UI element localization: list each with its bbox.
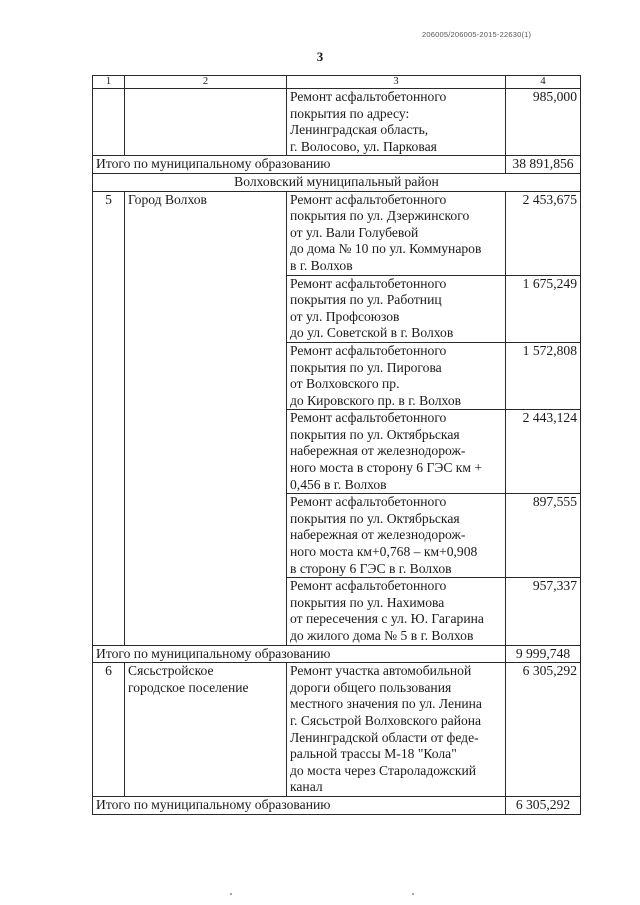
subtotal-row xyxy=(93,796,581,814)
subtotal-label: Итого по муниципальному образованию xyxy=(93,796,506,814)
subtotal-row xyxy=(93,156,581,174)
amount-cell: 1 675,249 xyxy=(506,275,581,342)
subtotal-amount: 9 999,748 xyxy=(506,645,581,663)
row-number-cell: 6 xyxy=(93,663,125,797)
subtotal-amount: 38 891,856 xyxy=(506,156,581,174)
municipality-cell: Сясьстройское городское поселение xyxy=(125,663,287,797)
work-description-cell: Ремонт асфальтобетонного покрытия по адресу: Ленинградская область, г. Волосово, ул. Парковая xyxy=(287,89,506,156)
subtotal-label: Итого по муниципальному образованию xyxy=(93,645,506,663)
municipality-cell: Город Волхов xyxy=(125,191,287,645)
row-number-cell xyxy=(93,89,125,156)
work-description-cell: Ремонт асфальтобетонного покрытия по ул. Октябрьская набережная от железнодорож- ного моста в сторону 6 ГЭС км + 0,456 в г. Волхов xyxy=(287,410,506,494)
amount-cell: 1 572,808 xyxy=(506,342,581,409)
district-name: Волховский муниципальный район xyxy=(93,173,581,191)
funding-table xyxy=(92,75,581,815)
subtotal-label: Итого по муниципальному образованию xyxy=(93,156,506,174)
column-number-2: 2 xyxy=(125,76,287,89)
amount-cell: 2 453,675 xyxy=(506,191,581,275)
table-row xyxy=(93,89,581,156)
document-id: 206005/206005-2015-22630(1) xyxy=(422,30,532,39)
work-description-cell: Ремонт асфальтобетонного покрытия по ул. Работниц от ул. Профсоюзов до ул. Советской в г. Волхов xyxy=(287,275,506,342)
subtotal-amount: 6 305,292 xyxy=(506,796,581,814)
table-row xyxy=(93,191,581,275)
work-description-cell: Ремонт асфальтобетонного покрытия по ул. Октябрьская набережная от железнодорож- ного моста км+0,768 – км+0,908 в сторону 6 ГЭС в г. Волхов xyxy=(287,494,506,578)
work-description-cell: Ремонт участка автомобильной дороги общего пользования местного значения по ул. Ленина г. Сясьстрой Волховского района Ленинградской области от феде- ральной трассы М-18 "Кола" до моста через Староладожский канал xyxy=(287,663,506,797)
work-description-cell: Ремонт асфальтобетонного покрытия по ул. Нахимова от пересечения с ул. Ю. Гагарина до жилого дома № 5 в г. Волхов xyxy=(287,578,506,645)
column-number-1: 1 xyxy=(93,76,125,89)
scan-speck xyxy=(230,893,232,895)
scan-speck xyxy=(412,893,414,895)
district-row xyxy=(93,173,581,191)
column-number-3: 3 xyxy=(287,76,506,89)
subtotal-row xyxy=(93,645,581,663)
row-number-cell: 5 xyxy=(93,191,125,645)
work-description-cell: Ремонт асфальтобетонного покрытия по ул. Дзержинского от ул. Вали Голубевой до дома № 10 по ул. Коммунаров в г. Волхов xyxy=(287,191,506,275)
column-number-row xyxy=(93,76,581,89)
column-number-4: 4 xyxy=(506,76,581,89)
amount-cell: 6 305,292 xyxy=(506,663,581,797)
page-number: 3 xyxy=(316,49,324,64)
amount-cell: 897,555 xyxy=(506,494,581,578)
table-row xyxy=(93,663,581,797)
amount-cell: 957,337 xyxy=(506,578,581,645)
work-description-cell: Ремонт асфальтобетонного покрытия по ул. Пирогова от Волховского пр. до Кировского пр. в г. Волхов xyxy=(287,342,506,409)
table-body xyxy=(93,76,581,815)
municipality-cell xyxy=(125,89,287,156)
amount-cell: 985,000 xyxy=(506,89,581,156)
amount-cell: 2 443,124 xyxy=(506,410,581,494)
